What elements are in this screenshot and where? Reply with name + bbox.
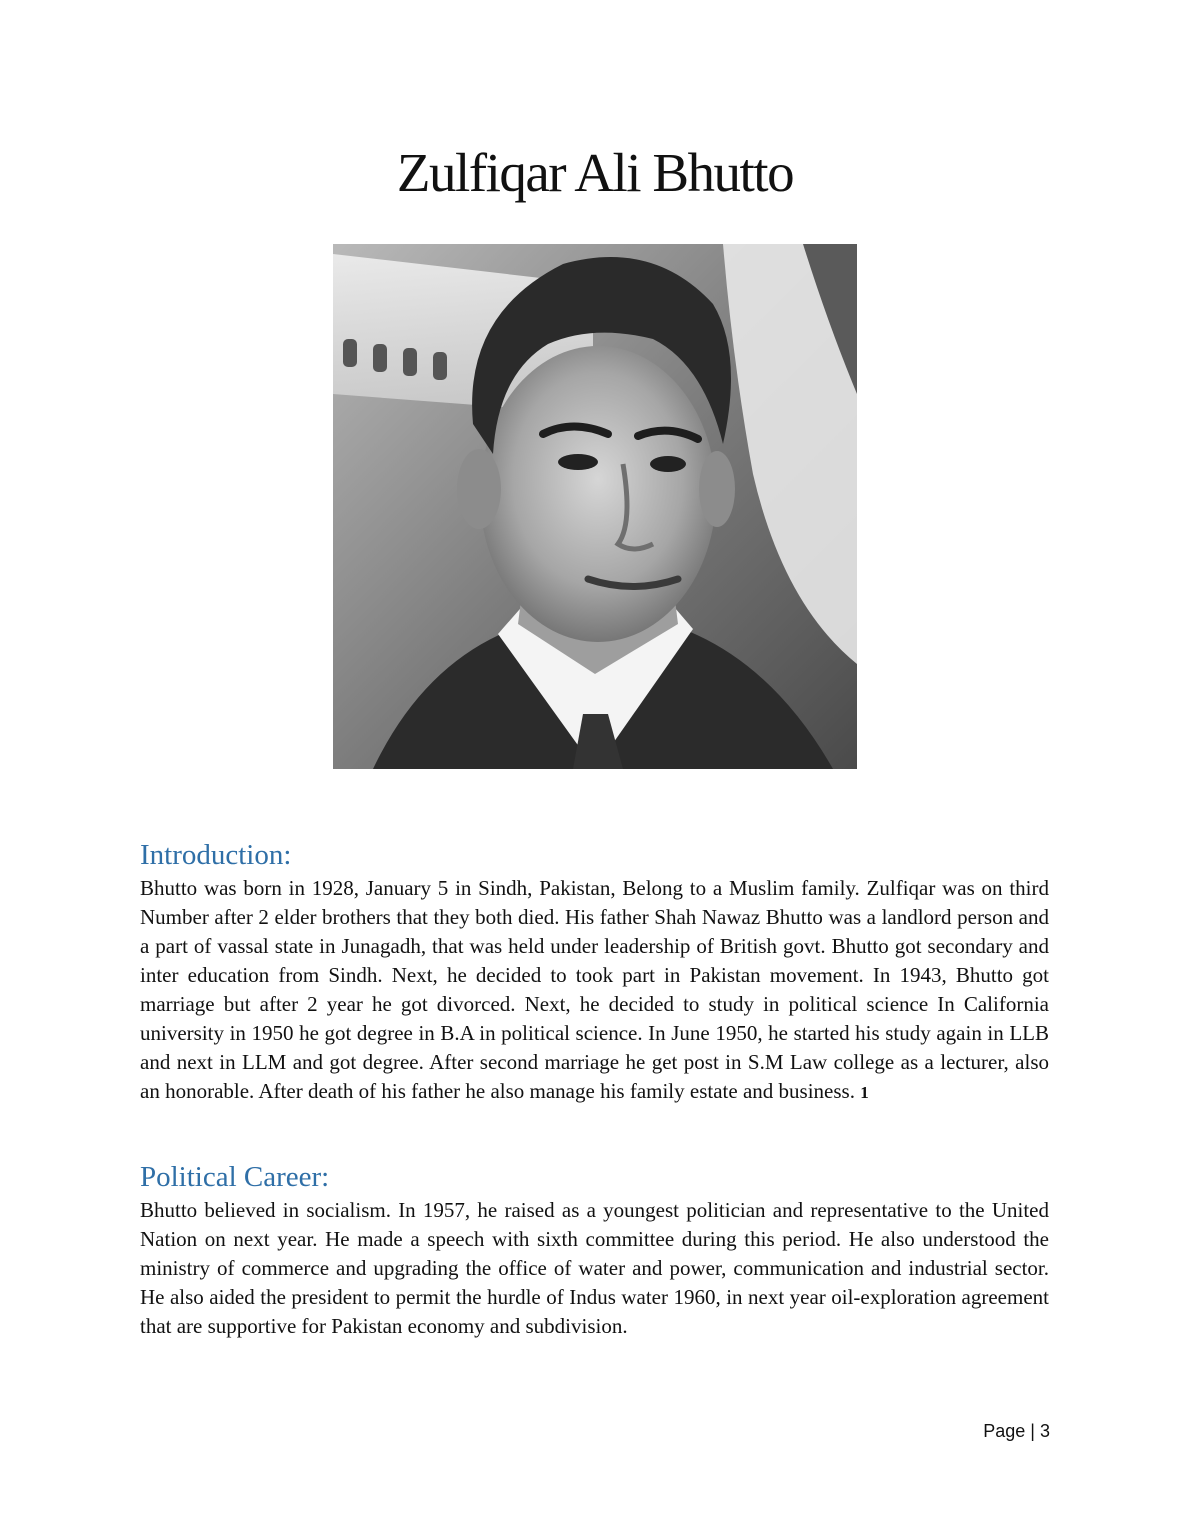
page-label: Page: [983, 1421, 1026, 1441]
portrait-photo: [333, 244, 857, 769]
introduction-paragraph: [140, 874, 1049, 1107]
political-career-paragraph: Bhutto believed in socialism. In 1957, he raised as a youngest politician and representative to the United Nation on next year. He made a speech with sixth committee during this period. He also understood the ministry of commerce and upgrading the office of water and power, communication and industrial sector. He also aided the president to permit the hurdle of Indus water 1960, in next year oil-exploration agreement that are supportive for Pakistan economy and subdivision.: [140, 1198, 1049, 1338]
political-career-heading: Political Career:: [140, 1161, 330, 1193]
introduction-body: Bhutto was born in 1928, January 5 in Sindh, Pakistan, Belong to a Muslim family. Zulfiqar was on third Number after 2 elder brothers that they both died. His father Shah Nawaz Bhutto was a landlord person and a part of vassal state in Junagadh, that was held under leadership of British govt. Bhutto got secondary and inter education from Sindh. Next, he decided to took part in Pakistan movement. In 1943, Bhutto got marriage but after 2 year he got divorced. Next, he decided to study in political science In California university in 1950 he got degree in B.A in political science. In June 1950, he started his study again in LLB and next in LLM and got degree. After second marriage he get post in S.M Law college as a lecturer, also an honorable. After death of his father he also manage his family estate and business.: [140, 876, 1049, 1103]
portrait-photo-image: [333, 244, 857, 769]
page-number: 3: [1039, 1421, 1050, 1441]
page-footer: [983, 1419, 1050, 1443]
introduction-heading: Introduction:: [140, 839, 292, 871]
page-title: Zulfiqar Ali Bhutto: [396, 142, 794, 203]
footnote-reference[interactable]: 1: [860, 1083, 869, 1102]
page-separator: |: [1030, 1421, 1035, 1441]
